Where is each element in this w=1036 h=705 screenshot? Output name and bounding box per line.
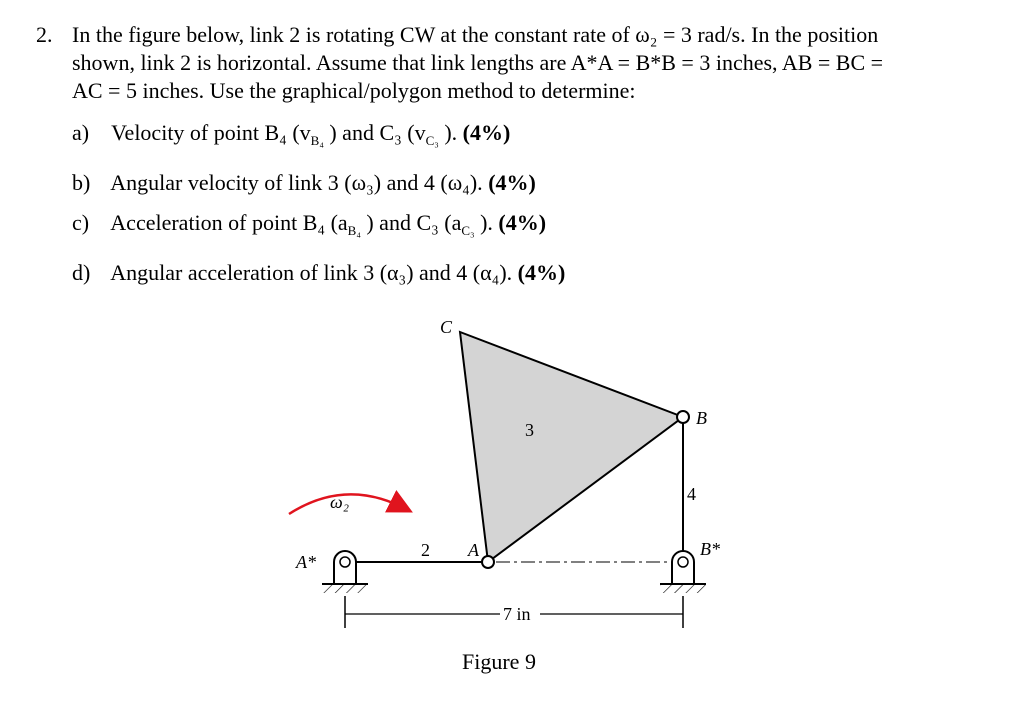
label-link-2: 2 bbox=[421, 540, 430, 560]
part-a-sub2: C₃ bbox=[425, 133, 439, 148]
part-a-weight: (4%) bbox=[462, 120, 511, 145]
label-link-3: 3 bbox=[525, 420, 534, 440]
part-d-weight: (4%) bbox=[517, 260, 566, 285]
problem-line-3: AC = 5 inches. Use the graphical/polygon method to determine: bbox=[72, 78, 636, 103]
part-c-text: Acceleration of point B₄ (a bbox=[110, 210, 348, 235]
problem-line-1: In the figure below, link 2 is rotating CW at the constant rate of ω₂ = 3 rad/s. In the position bbox=[72, 22, 879, 47]
label-b: B bbox=[696, 408, 707, 428]
label-c: C bbox=[440, 317, 453, 337]
label-b-star: B* bbox=[700, 539, 720, 559]
problem-number: 2. bbox=[36, 22, 53, 47]
part-a-mid: ) and C₃ (v bbox=[329, 120, 426, 145]
joint-a bbox=[482, 556, 494, 568]
part-c-sub2: C₃ bbox=[461, 223, 475, 238]
part-b-text: Angular velocity of link 3 (ω₃) and 4 (ω₄). bbox=[110, 170, 483, 195]
figure-caption: Figure 9 bbox=[462, 649, 536, 674]
coupler-link-3 bbox=[460, 332, 683, 562]
part-d-text: Angular acceleration of link 3 (α₃) and 4 (α₄). bbox=[110, 260, 513, 285]
part-a-text: Velocity of point B₄ (v bbox=[111, 120, 311, 145]
part-c-sub1: B₄ bbox=[347, 223, 361, 238]
label-a-star: A* bbox=[296, 552, 316, 572]
label-a: A bbox=[468, 540, 479, 560]
part-a-end: ). bbox=[444, 120, 458, 145]
part-c-label: c) bbox=[72, 210, 90, 235]
part-a-label: a) bbox=[72, 120, 90, 145]
problem-line-2: shown, link 2 is horizontal. Assume that link lengths are A*A = B*B = 3 inches, AB = BC = bbox=[72, 50, 884, 75]
label-omega: ω₂ bbox=[330, 492, 349, 512]
part-b-label: b) bbox=[72, 170, 91, 195]
label-link-4: 4 bbox=[687, 484, 696, 504]
dimension-label: 7 in bbox=[503, 604, 531, 624]
part-c-end: ). bbox=[480, 210, 493, 235]
part-c-mid: ) and C₃ (a bbox=[366, 210, 462, 235]
part-a-sub1: B₄ bbox=[310, 133, 324, 148]
part-d-label: d) bbox=[72, 260, 91, 285]
joint-b bbox=[677, 411, 689, 423]
part-b-weight: (4%) bbox=[488, 170, 536, 195]
part-c-weight: (4%) bbox=[498, 210, 547, 235]
ground-pivot-a-star bbox=[322, 551, 368, 593]
